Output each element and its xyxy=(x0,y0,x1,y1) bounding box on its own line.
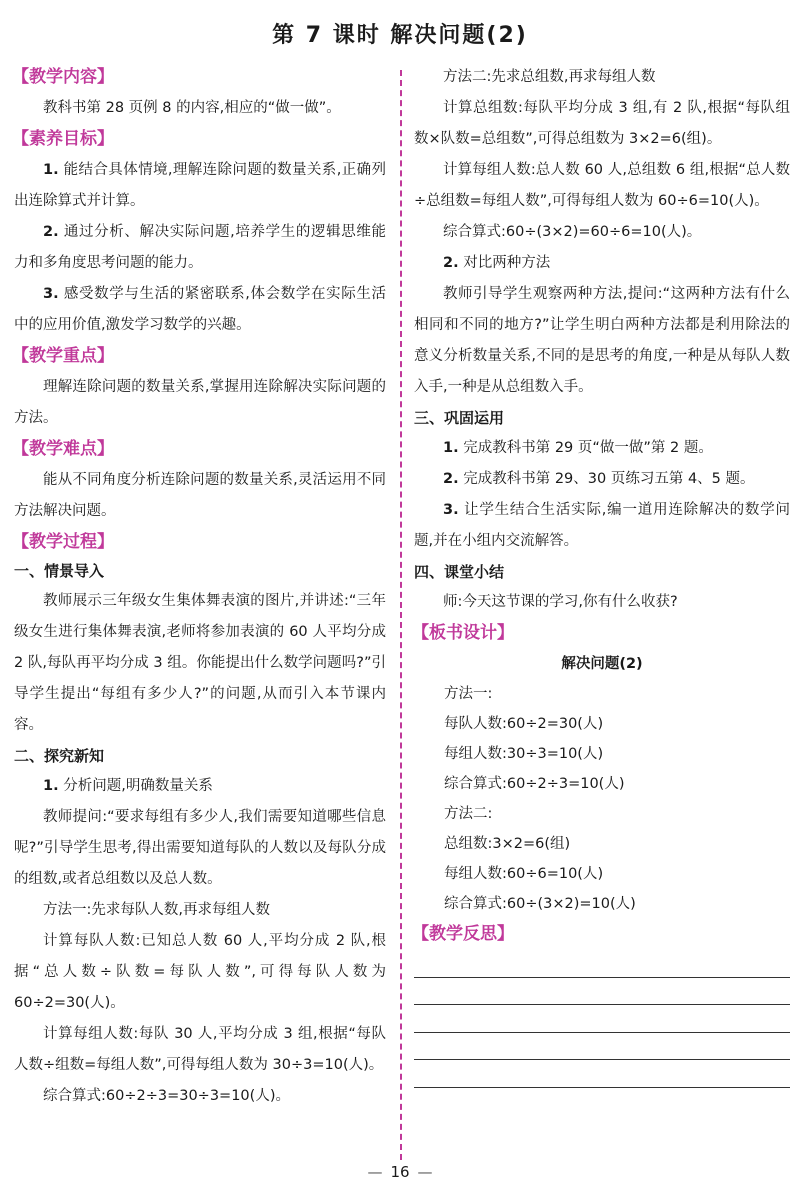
practice-item: 1. 完成教科书第 29 页“做一做”第 2 题。 xyxy=(443,440,713,456)
section-head-process: 【教学过程】 xyxy=(12,532,114,552)
page-title: 第 7 课时 解决问题(2) xyxy=(272,23,528,48)
practice-item: 2. 完成教科书第 29、30 页练习五第 4、5 题。 xyxy=(443,471,755,487)
board-line: 方法二: xyxy=(444,806,493,822)
section-head-goals: 【素养目标】 xyxy=(12,129,114,149)
part4-heading: 四、课堂小结 xyxy=(414,563,505,581)
section-head-content: 【教学内容】 xyxy=(12,67,114,87)
key-text: 理解连除问题的数量关系,掌握用连除解决实际问题的方法。 xyxy=(14,379,386,426)
goal-item: 2. 通过分析、解决实际问题,培养学生的逻辑思维能力和多角度思考问题的能力。 xyxy=(14,224,386,271)
content-text: 教科书第 28 页例 8 的内容,相应的“做一做”。 xyxy=(43,100,341,116)
reflection-line[interactable] xyxy=(414,1005,790,1033)
column-divider xyxy=(400,70,402,1160)
board-line: 总组数:3×2=6(组) xyxy=(444,836,571,852)
page-number: — 16 — xyxy=(367,1163,433,1181)
section-head-key: 【教学重点】 xyxy=(12,346,114,366)
board-line: 综合算式:60÷(3×2)=10(人) xyxy=(444,896,636,912)
step1-paragraph: 教师提问:“要求每组有多少人,我们需要知道哪些信息呢?”引导学生思考,得出需要知道每队的人数以及每队分成的组数,或者总组数以及总人数。 xyxy=(14,809,386,887)
reflection-line[interactable] xyxy=(414,978,790,1006)
section-head-reflection: 【教学反思】 xyxy=(412,924,514,944)
dash-decoration: — xyxy=(417,1163,433,1181)
step1-heading: 1. 分析问题,明确数量关系 xyxy=(43,778,213,794)
board-line: 每组人数:30÷3=10(人) xyxy=(444,746,604,762)
dash-decoration: — xyxy=(367,1163,383,1181)
reflection-lines xyxy=(414,950,790,1088)
right-column xyxy=(414,62,790,1088)
method1-title: 方法一:先求每队人数,再求每组人数 xyxy=(43,902,270,918)
part1-heading: 一、情景导入 xyxy=(14,562,105,580)
method1-formula: 综合算式:60÷2÷3=30÷3=10(人)。 xyxy=(43,1088,290,1104)
goal-item: 3. 感受数学与生活的紧密联系,体会数学在实际生活中的应用价值,激发学习数学的兴趣。 xyxy=(14,286,386,333)
section-head-board: 【板书设计】 xyxy=(412,623,514,643)
method1-paragraph: 计算每队人数:已知总人数 60 人,平均分成 2 队,根据“总人数÷队数=每队人数”,可得每队人数为 60÷2=30(人)。 xyxy=(14,933,386,1011)
step2-paragraph: 教师引导学生观察两种方法,提问:“这两种方法有什么相同和不同的地方?”让学生明白两种方法都是利用除法的意义分析数量关系,不同的是思考的角度,一种是从每队人数入手,一种是从总组数入手。 xyxy=(414,286,790,395)
method2-paragraph: 计算每组人数:总人数 60 人,总组数 6 组,根据“总人数÷总组数=每组人数”,可得每组人数为 60÷6=10(人)。 xyxy=(414,162,790,209)
board-title: 解决问题(2) xyxy=(561,656,643,672)
left-column xyxy=(14,62,386,1112)
method1-paragraph: 计算每组人数:每队 30 人,平均分成 3 组,根据“每队人数÷组数=每组人数”,可得每组人数为 30÷3=10(人)。 xyxy=(14,1026,386,1073)
method2-paragraph: 计算总组数:每队平均分成 3 组,有 2 队,根据“每队组数×队数=总组数”,可得总组数为 3×2=6(组)。 xyxy=(414,100,790,147)
board-line: 每组人数:60÷6=10(人) xyxy=(444,866,604,882)
summary-text: 师:今天这节课的学习,你有什么收获? xyxy=(443,594,678,610)
reflection-line[interactable] xyxy=(414,1033,790,1061)
board-line: 综合算式:60÷2÷3=10(人) xyxy=(444,776,625,792)
step2-heading: 2. 对比两种方法 xyxy=(443,255,551,271)
method2-formula: 综合算式:60÷(3×2)=60÷6=10(人)。 xyxy=(443,224,702,240)
part2-heading: 二、探究新知 xyxy=(14,747,105,765)
part3-heading: 三、巩固运用 xyxy=(414,409,505,427)
reflection-line[interactable] xyxy=(414,950,790,978)
practice-item: 3. 让学生结合生活实际,编一道用连除解决的数学问题,并在小组内交流解答。 xyxy=(414,502,790,549)
difficulty-text: 能从不同角度分析连除问题的数量关系,灵活运用不同方法解决问题。 xyxy=(14,472,386,519)
method2-title: 方法二:先求总组数,再求每组人数 xyxy=(443,69,656,85)
goal-item: 1. 能结合具体情境,理解连除问题的数量关系,正确列出连除算式并计算。 xyxy=(14,162,386,209)
section-head-difficulty: 【教学难点】 xyxy=(12,439,114,459)
part1-text: 教师展示三年级女生集体舞表演的图片,并讲述:“三年级女生进行集体舞表演,老师将参加表演的 60 人平均分成 2 队,每队再平均分成 3 组。你能提出什么数学问题吗?”引导学生提出“每组有多少人?”的问题,从而引入本节课内容。 xyxy=(14,593,386,733)
board-line: 方法一: xyxy=(444,686,493,702)
reflection-line[interactable] xyxy=(414,1060,790,1088)
board-line: 每队人数:60÷2=30(人) xyxy=(444,716,604,732)
